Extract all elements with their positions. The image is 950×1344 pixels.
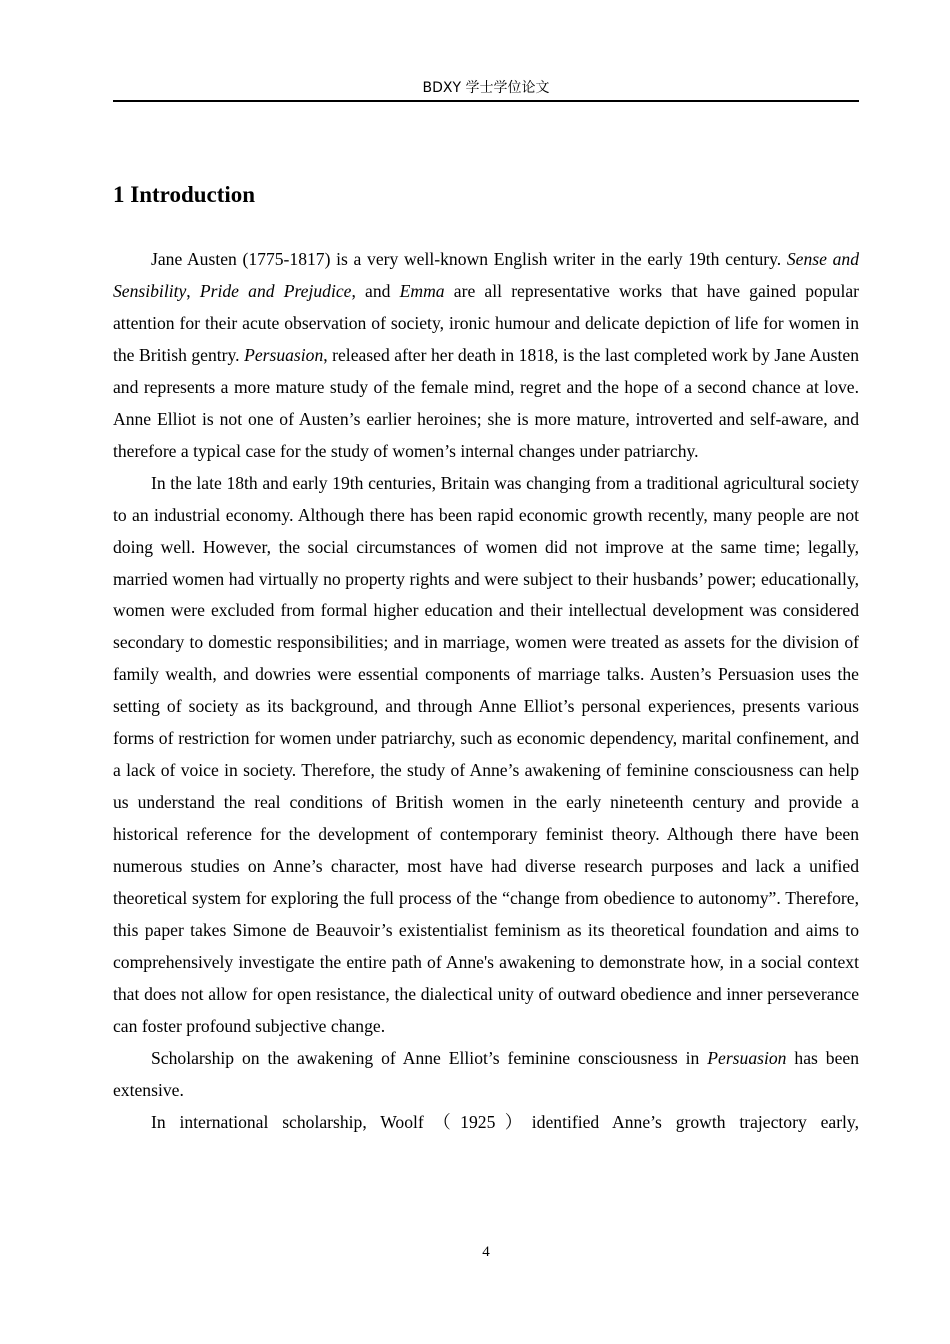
book-title-pride-and-prejudice: Pride and Prejudice [199,280,352,301]
book-title-sense-and-sensibility: Sense and Sensibility [113,249,859,301]
book-title-persuasion: Persuasion [244,344,324,365]
paragraph-4: In international scholarship, Woolf（1925）identified Anne’s growth trajectory early, [151,1111,859,1132]
header-rule [113,100,859,102]
p3-text-2: has been extensive. [113,1047,859,1100]
p1-text-1: Jane Austen (1775-1817) is a very well-known English writer in the early 19th century. [151,249,787,269]
p1-text-3: , and [351,280,400,301]
section-heading: 1 Introduction [113,182,256,207]
p1-text-2: , [186,280,200,301]
body-text [113,244,859,1139]
book-title-persuasion-2: Persuasion [707,1047,787,1068]
p1-text-4: are all representative works that have gained popular attention for their acute observation of society, ironic humour and delicate depiction of life for women in the British gentry. [113,280,859,365]
page-number: 4 [482,1244,490,1260]
paragraph-2: In the late 18th and early 19th centuries, Britain was changing from a traditional agricultural society to an industrial economy. Although there has been rapid economic growth recently, many people are not doing well. However, the social circumstances of women did not improve at the same time; legally, married women had virtually no property rights and were subject to their husbands’ power; educationally, women were excluded from formal higher education and their intellectual development was considered secondary to domestic responsibilities; and in marriage, women were treated as assets for the division of family wealth, and dowries were essential components of marriage talks. Austen’s Persuasion uses the setting of society as its background, and through Anne Elliot’s personal experiences, presents various forms of restriction for women under patriarchy, such as economic dependency, marital confinement, and a lack of voice in society. Therefore, the study of Anne’s awakening of feminine consciousness can help us understand the real conditions of British women in the early nineteenth century and provide a historical reference for the development of contemporary feminist theory. Although there have been numerous studies on Anne’s character, most have had diverse research purposes and lack a unified theoretical system for exploring the full process of the “change from obedience to autonomy”. Therefore, this paper takes Simone de Beauvoir’s existentialist feminism as its theoretical foundation and aims to comprehensively investigate the entire path of Anne's awakening to demonstrate how, in a social context that does not allow for open resistance, the dialectical unity of outward obedience and inner perseverance can foster profound subjective change. [113,472,859,1036]
p3-text-1: Scholarship on the awakening of Anne Elliot’s feminine consciousness in [151,1047,708,1068]
paragraph-1 [113,244,859,468]
p1-text-5: , released after her death in 1818, is the last completed work by Jane Austen and represents a more mature study of the female mind, regret and the hope of a second chance at love. Anne Elliot is not one of Austen’s earlier heroines; she is more mature, introverted and self-aware, and therefore a typical case for the study of women’s internal changes under patriarchy. [113,344,859,461]
paragraph-3 [113,1043,859,1107]
book-title-emma: Emma [399,280,445,301]
running-header: BDXY 学士学位论文 [422,80,550,96]
